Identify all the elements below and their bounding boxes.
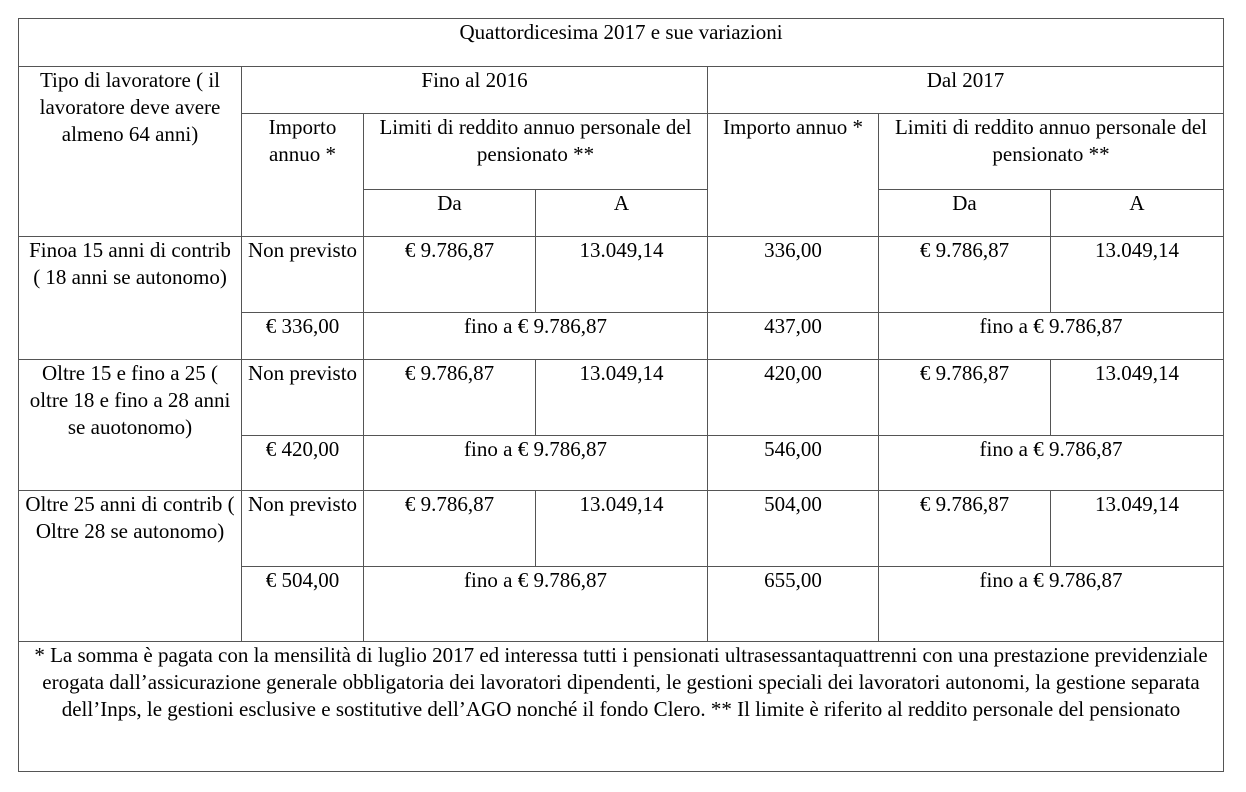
cell-da-2017: € 9.786,87: [879, 491, 1051, 567]
cell-importo-2016: Non previsto: [242, 491, 364, 567]
row-tipo-2: Oltre 15 e fino a 25 ( oltre 18 e fino a 28 anni se auotonomo): [19, 360, 242, 491]
quattordicesima-table: [18, 18, 1224, 772]
cell-a-2017: 13.049,14: [1051, 360, 1224, 436]
header-a-2016: A: [536, 190, 708, 237]
cell-limite-2016: fino a € 9.786,87: [364, 436, 708, 491]
cell-importo-2017: 504,00: [708, 491, 879, 567]
cell-da-2017: € 9.786,87: [879, 237, 1051, 313]
table-title: Quattordicesima 2017 e sue variazioni: [19, 19, 1224, 67]
header-da-2017: Da: [879, 190, 1051, 237]
cell-importo-2016: € 336,00: [242, 313, 364, 360]
header-importo-2017: Importo annuo *: [708, 114, 879, 237]
cell-da-2016: € 9.786,87: [364, 491, 536, 567]
cell-limite-2017: fino a € 9.786,87: [879, 313, 1224, 360]
cell-importo-2017: 420,00: [708, 360, 879, 436]
cell-a-2016: 13.049,14: [536, 360, 708, 436]
cell-importo-2016: Non previsto: [242, 237, 364, 313]
header-importo-2016: Importo annuo *: [242, 114, 364, 237]
header-da-2016: Da: [364, 190, 536, 237]
cell-importo-2017: 655,00: [708, 567, 879, 642]
cell-importo-2016: € 504,00: [242, 567, 364, 642]
header-fino-2016: Fino al 2016: [242, 67, 708, 114]
cell-importo-2017: 546,00: [708, 436, 879, 491]
cell-limite-2016: fino a € 9.786,87: [364, 567, 708, 642]
cell-a-2016: 13.049,14: [536, 237, 708, 313]
cell-importo-2017: 336,00: [708, 237, 879, 313]
cell-a-2016: 13.049,14: [536, 491, 708, 567]
cell-importo-2016: € 420,00: [242, 436, 364, 491]
footnote: * La somma è pagata con la mensilità di luglio 2017 ed interessa tutti i pensionati ultrasessantaquattrenni con una prestazione previdenziale erogata dall’assicurazione generale obbligatoria dei lavoratori dipendenti, le gestioni speciali dei lavoratori autonomi, la gestione separata dell’Inps, le gestioni esclusive e sostitutive dell’AGO nonché il fondo Clero. ** Il limite è riferito al reddito personale del pensionato: [19, 642, 1224, 772]
row-tipo-3: Oltre 25 anni di contrib ( Oltre 28 se autonomo): [19, 491, 242, 642]
header-dal-2017: Dal 2017: [708, 67, 1224, 114]
cell-da-2016: € 9.786,87: [364, 237, 536, 313]
header-a-2017: A: [1051, 190, 1224, 237]
cell-a-2017: 13.049,14: [1051, 237, 1224, 313]
cell-da-2017: € 9.786,87: [879, 360, 1051, 436]
header-limiti-2016: Limiti di reddito annuo personale del pensionato **: [364, 114, 708, 190]
header-limiti-2017: Limiti di reddito annuo personale del pensionato **: [879, 114, 1224, 190]
cell-importo-2016: Non previsto: [242, 360, 364, 436]
cell-da-2016: € 9.786,87: [364, 360, 536, 436]
header-tipo-lavoratore: Tipo di lavoratore ( il lavoratore deve avere almeno 64 anni): [19, 67, 242, 237]
cell-limite-2017: fino a € 9.786,87: [879, 436, 1224, 491]
cell-importo-2017: 437,00: [708, 313, 879, 360]
cell-a-2017: 13.049,14: [1051, 491, 1224, 567]
row-tipo-1: Finoa 15 anni di contrib ( 18 anni se autonomo): [19, 237, 242, 360]
cell-limite-2017: fino a € 9.786,87: [879, 567, 1224, 642]
cell-limite-2016: fino a € 9.786,87: [364, 313, 708, 360]
